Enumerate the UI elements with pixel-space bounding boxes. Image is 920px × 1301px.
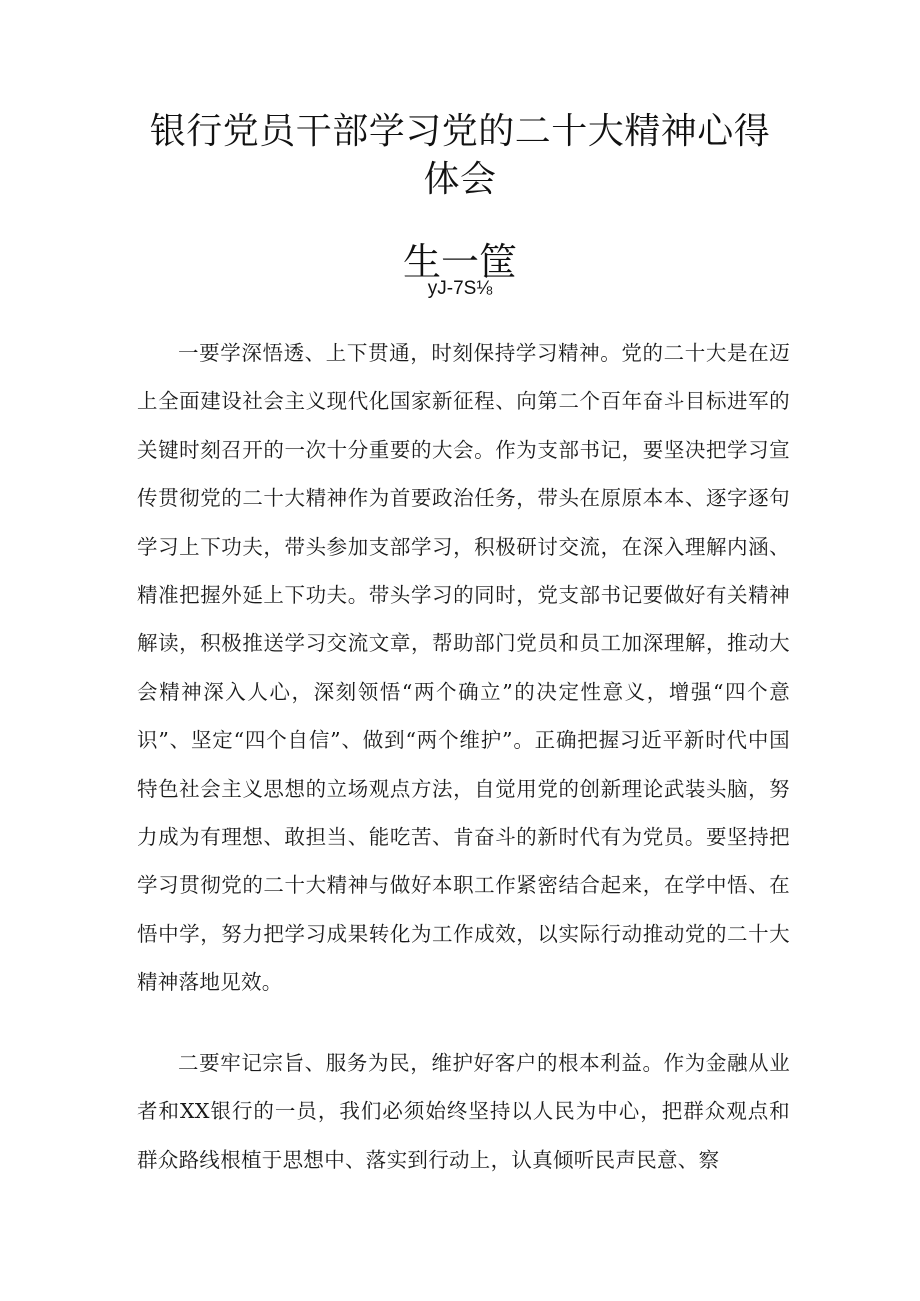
document-title: 银行党员干部学习党的二十大精神心得体会 bbox=[149, 111, 771, 200]
paragraph-1: 一要学深悟透、上下贯通，时刻保持学习精神。党的二十大是在迈上全面建设社会主义现代化国家新征程、向第二个百年奋斗目标进军的关键时刻召开的一次十分重要的大会。作为支部书记，要坚决把学习宣传贯彻党的二十大精神作为首要政治任务，带头在原原本本、逐字逐句学习上下功夫，带头参加支部学习，积极研讨交流，在深入理解内涵、精准把握外延上下功夫。带头学习的同时，党支部书记要做好有关精神解读，积极推送学习交流文章，帮助部门党员和员工加深理解，推动大会精神深入人心，深刻领悟“两个确立”的决定性意义，增强“四个意识”、坚定“四个自信”、做到“两个维护”。正确把握习近平新时代中国特色社会主义思想的立场观点方法，自觉用党的创新理论武装头脑，努力成为有理想、敢担当、能吃苦、肯奋斗的新时代有为党员。要坚持把学习贯彻党的二十大精神与做好本职工作紧密结合起来，在学中悟、在悟中学，努力把学习成果转化为工作成效，以实际行动推动党的二十大精神落地见效。 bbox=[137, 341, 790, 995]
document-subtitle: 生一筐 bbox=[402, 240, 517, 284]
paragraph-2: 二要牢记宗旨、服务为民，维护好客户的根本利益。作为金融从业者和XX银行的一员，我们必须始终坚持以人民为中心，把群众观点和群众路线根植于思想中、落实到行动上，认真倾听民声民意、察 bbox=[137, 1051, 790, 1172]
garbled-text: yJ-7S⅛ bbox=[427, 278, 493, 299]
